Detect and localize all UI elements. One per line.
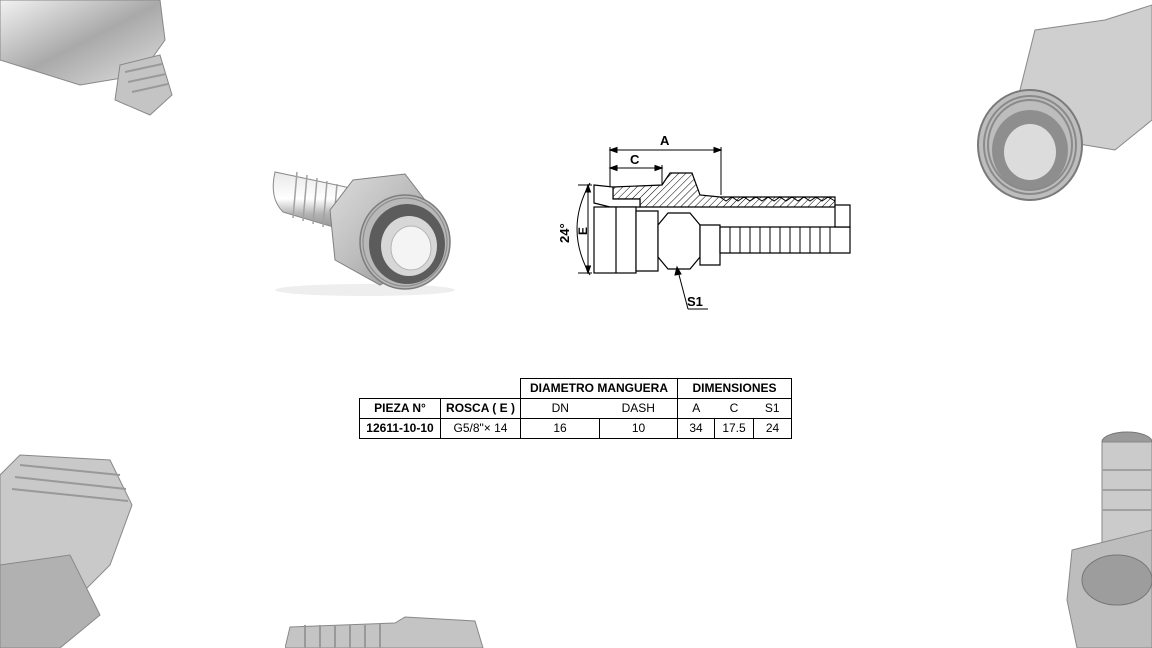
corner-fitting-photo-bottom-center (285, 615, 485, 648)
col-header-dn: DN (521, 399, 600, 419)
fitting-outline-lower (594, 205, 850, 273)
spec-table (359, 378, 792, 439)
corner-fitting-photo-bottom-left (0, 445, 135, 648)
corner-fitting-photo-top-left (0, 0, 180, 120)
corner-fitting-photo-top-right (975, 0, 1152, 215)
col-header-dash: DASH (600, 399, 678, 419)
group-header-dimensiones: DIMENSIONES (678, 379, 792, 399)
dimension-c-line (610, 165, 662, 185)
col-header-pieza: PIEZA N° (360, 399, 441, 419)
s1-label: S1 (687, 294, 703, 309)
col-header-c: C (715, 399, 754, 419)
cell-c: 17.5 (715, 419, 754, 439)
cell-a: 34 (678, 419, 715, 439)
table-row (360, 419, 792, 439)
col-header-s1: S1 (754, 399, 792, 419)
cell-s1: 24 (754, 419, 792, 439)
col-header-a: A (678, 399, 715, 419)
cell-pieza: 12611-10-10 (360, 419, 441, 439)
dimension-e-label: E (576, 226, 590, 235)
col-header-rosca: ROSCA ( E ) (441, 399, 521, 419)
column-header-row (360, 399, 792, 419)
cell-dash: 10 (600, 419, 678, 439)
fitting-section-upper (594, 173, 835, 207)
fitting-product-photo (265, 150, 465, 300)
group-header-row (360, 379, 792, 399)
cell-rosca: G5/8"× 14 (441, 419, 521, 439)
corner-fitting-photo-bottom-right (1062, 430, 1152, 648)
cell-dn: 16 (521, 419, 600, 439)
angle-label: 24° (557, 223, 572, 243)
dimension-a-label: A (660, 133, 670, 148)
group-header-diametro: DIAMETRO MANGUERA (521, 379, 678, 399)
dimension-c-label: C (630, 152, 640, 167)
fitting-technical-drawing (550, 125, 870, 325)
